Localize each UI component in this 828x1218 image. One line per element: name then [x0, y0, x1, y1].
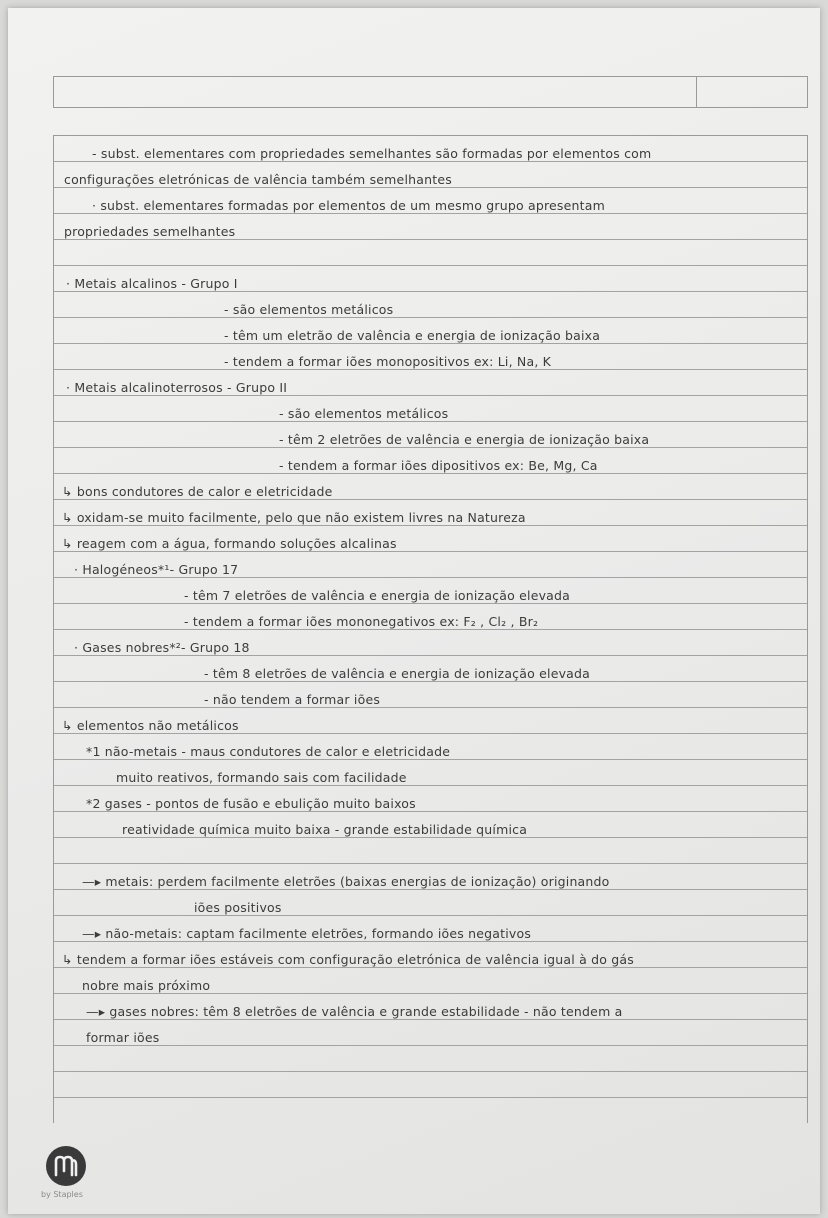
- footnote-line: *2 gases - pontos de fusão e ebulição muito baixos: [86, 796, 416, 811]
- note-line: —▸ não-metais: captam facilmente eletrões, formando iões negativos: [82, 926, 532, 941]
- note-line: nobre mais próximo: [82, 978, 211, 993]
- staples-logo-icon: [46, 1146, 86, 1186]
- note-line: - são elementos metálicos: [279, 406, 449, 421]
- note-line: - tendem a formar iões monopositivos ex: Li, Na, K: [224, 354, 552, 369]
- header-divider: [696, 77, 697, 107]
- note-heading: · Metais alcalinos - Grupo I: [66, 276, 238, 291]
- note-line: ↳ bons condutores de calor e eletricidade: [62, 484, 333, 499]
- note-line: - tendem a formar iões dipositivos ex: Be, Mg, Ca: [279, 458, 598, 473]
- note-line: formar iões: [86, 1030, 160, 1045]
- note-line: —▸ metais: perdem facilmente eletrões (baixas energias de ionização) originando: [82, 874, 610, 889]
- note-heading: · Halogéneos*¹- Grupo 17: [74, 562, 239, 577]
- note-line: - são elementos metálicos: [224, 302, 394, 317]
- note-line: propriedades semelhantes: [64, 224, 236, 239]
- note-line: - tendem a formar iões mononegativos ex: F₂ , Cl₂ , Br₂: [184, 614, 539, 629]
- footnote-line: *1 não-metais - maus condutores de calor e eletricidade: [86, 744, 451, 759]
- ruled-area: [53, 135, 808, 1123]
- note-line: configurações eletrónicas de valência também semelhantes: [64, 172, 452, 187]
- footnote-line: muito reativos, formando sais com facilidade: [116, 770, 407, 785]
- note-line: - têm 2 eletrões de valência e energia de ionização baixa: [279, 432, 650, 447]
- note-line: - têm 7 eletrões de valência e energia de ionização elevada: [184, 588, 571, 603]
- brand-label: by Staples: [41, 1190, 83, 1199]
- note-line: - não tendem a formar iões: [204, 692, 381, 707]
- header-box: [53, 76, 808, 108]
- note-line: - têm 8 eletrões de valência e energia de ionização elevada: [204, 666, 591, 681]
- note-line: - subst. elementares com propriedades semelhantes são formadas por elementos com: [92, 146, 652, 161]
- note-heading: · Gases nobres*²- Grupo 18: [74, 640, 250, 655]
- notebook-page: [8, 8, 820, 1214]
- footnote-line: reatividade química muito baixa - grande estabilidade química: [122, 822, 528, 837]
- note-line: ↳ tendem a formar iões estáveis com configuração eletrónica de valência igual à do gás: [62, 952, 635, 967]
- note-line: ↳ elementos não metálicos: [62, 718, 239, 733]
- note-line: · subst. elementares formadas por elementos de um mesmo grupo apresentam: [92, 198, 605, 213]
- note-line: ↳ reagem com a água, formando soluções alcalinas: [62, 536, 397, 551]
- note-line: ↳ oxidam-se muito facilmente, pelo que não existem livres na Natureza: [62, 510, 526, 525]
- note-line: —▸ gases nobres: têm 8 eletrões de valência e grande estabilidade - não tendem a: [86, 1004, 623, 1019]
- note-heading: · Metais alcalinoterrosos - Grupo II: [66, 380, 288, 395]
- note-line: iões positivos: [194, 900, 282, 915]
- note-line: - têm um eletrão de valência e energia de ionização baixa: [224, 328, 601, 343]
